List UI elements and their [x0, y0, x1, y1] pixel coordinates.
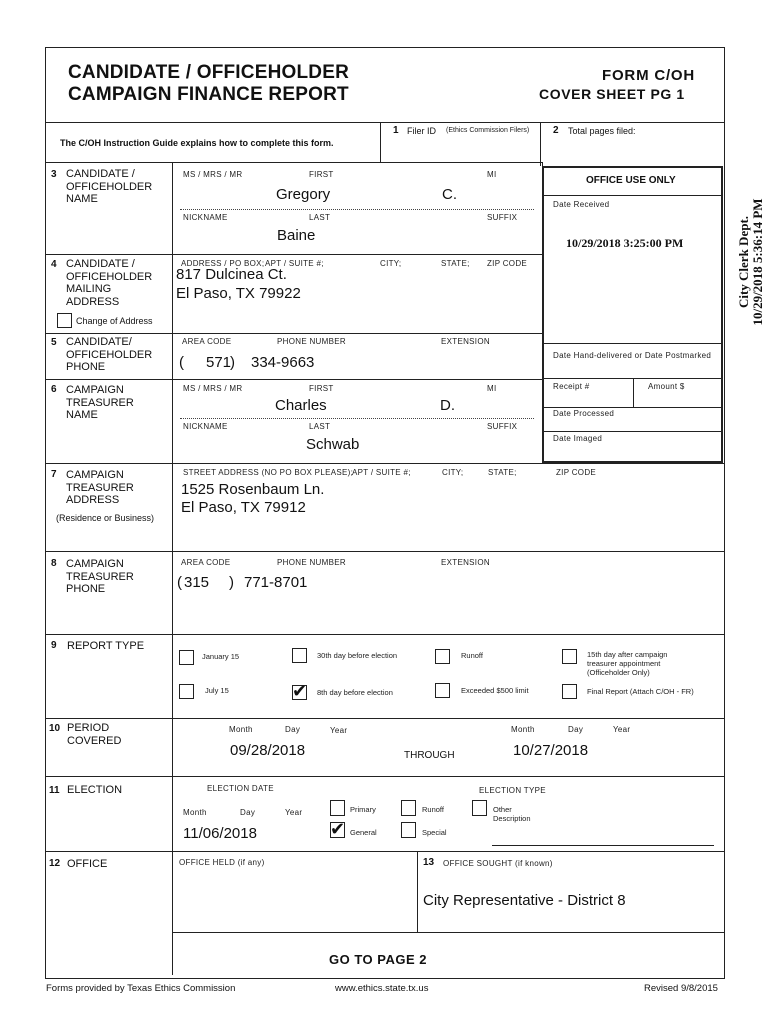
- candidate-area-code[interactable]: 571: [206, 354, 232, 371]
- candidate-last-name[interactable]: Baine: [277, 227, 316, 244]
- total-pages-number: 2: [553, 125, 559, 136]
- divider: [45, 333, 542, 334]
- day-label: Day: [285, 725, 301, 734]
- street-field-label: STREET ADDRESS (NO PO BOX PLEASE);: [183, 468, 354, 477]
- report-july-checkbox[interactable]: [179, 684, 194, 699]
- date-received-label: Date Received: [553, 200, 610, 209]
- section-6-label: [66, 384, 134, 422]
- section-12-number: 12: [49, 858, 61, 869]
- label-line: CANDIDATE /: [66, 258, 135, 270]
- treasurer-last-label: LAST: [309, 422, 331, 431]
- treasurer-area-code[interactable]: 315: [184, 574, 210, 591]
- year-label: Year: [613, 725, 631, 734]
- total-pages-label: Total pages filed:: [568, 126, 636, 136]
- divider: [180, 209, 534, 210]
- report-january-checkbox[interactable]: [179, 650, 194, 665]
- label-line: ADDRESS: [66, 295, 120, 308]
- filer-id-label: Filer ID: [407, 126, 436, 136]
- office-sought-label: OFFICE SOUGHT (if known): [443, 859, 553, 868]
- label-line: 15th day after campaign: [587, 650, 668, 659]
- section-6-number: 6: [51, 384, 57, 395]
- open-paren: (: [177, 574, 182, 591]
- through-label: THROUGH: [404, 750, 455, 761]
- label-line: PERIOD: [67, 722, 110, 734]
- label-line: OFFICEHOLDER: [66, 270, 153, 283]
- special-checkbox[interactable]: [401, 822, 416, 838]
- report-15th-label: [587, 650, 667, 677]
- label-line: TREASURER: [66, 481, 134, 494]
- candidate-middle-initial[interactable]: C.: [442, 186, 457, 203]
- section-13-number: 13: [423, 857, 435, 868]
- year-label: Year: [285, 808, 303, 817]
- divider: [542, 431, 723, 432]
- candidate-nickname-label: NICKNAME: [183, 213, 228, 222]
- divider: [45, 718, 725, 719]
- divider: [540, 122, 541, 166]
- section-8-number: 8: [51, 558, 57, 569]
- zip-field-label: ZIP CODE: [487, 259, 528, 268]
- check-mark-icon: ✔: [292, 681, 308, 701]
- month-label: Month: [229, 725, 253, 734]
- label-line: CANDIDATE/: [66, 336, 132, 348]
- report-final-label: Final Report (Attach C/OH - FR): [587, 687, 694, 696]
- label-line: PHONE: [66, 361, 106, 373]
- section-4-number: 4: [51, 259, 57, 270]
- election-date-value[interactable]: 11/06/2018: [183, 825, 257, 842]
- report-january-label: January 15: [202, 652, 240, 661]
- treasurer-middle-initial[interactable]: D.: [440, 397, 455, 414]
- extension-label: EXTENSION: [441, 337, 490, 346]
- report-final-checkbox[interactable]: [562, 684, 577, 699]
- open-paren: (: [179, 354, 184, 371]
- label-line: OFFICEHOLDER: [66, 180, 153, 193]
- report-exceeded-checkbox[interactable]: [435, 683, 450, 698]
- general-label: General: [350, 828, 377, 837]
- candidate-suffix-label: SUFFIX: [487, 213, 518, 222]
- office-sought-value[interactable]: City Representative - District 8: [423, 892, 626, 909]
- divider: [45, 162, 542, 163]
- period-to-date[interactable]: 10/27/2018: [513, 742, 589, 759]
- address-field-label: ADDRESS / PO BOX;: [181, 259, 265, 268]
- change-of-address-label: Change of Address: [76, 316, 153, 326]
- treasurer-nickname-label: NICKNAME: [183, 422, 228, 431]
- candidate-phone-number[interactable]: 334-9663: [251, 354, 315, 371]
- label-line: treasurer appointment: [587, 659, 661, 668]
- treasurer-address-line1[interactable]: 1525 Rosenbaum Ln.: [181, 481, 325, 498]
- clerk-stamp-line1: City Clerk Dept.: [736, 215, 751, 309]
- apt-field-label: APT / SUITE #;: [352, 468, 411, 477]
- candidate-first-name[interactable]: Gregory: [276, 186, 331, 203]
- label-line: MAILING: [66, 283, 112, 295]
- special-label: Special: [422, 828, 447, 837]
- instruction-text: The C/OH Instruction Guide explains how to complete this form.: [60, 138, 334, 148]
- section-9-number: 9: [51, 640, 57, 651]
- state-field-label: STATE;: [488, 468, 517, 477]
- form-name: FORM C/OH: [602, 67, 696, 84]
- zip-field-label: ZIP CODE: [556, 468, 597, 477]
- city-field-label: CITY;: [380, 259, 402, 268]
- section-11-number: 11: [49, 785, 60, 796]
- close-paren: ): [230, 354, 235, 371]
- candidate-mi-label: MI: [487, 170, 497, 179]
- amount-label: Amount $: [648, 382, 685, 391]
- state-field-label: STATE;: [441, 259, 470, 268]
- report-runoff-label: Runoff: [461, 651, 483, 660]
- hand-delivered-label: Date Hand-delivered or Date Postmarked: [553, 351, 712, 360]
- label-line: OFFICEHOLDER: [66, 348, 153, 361]
- close-paren: ): [229, 574, 234, 591]
- footer-revised: Revised 9/8/2015: [644, 983, 718, 994]
- section-4-label: [66, 258, 152, 308]
- divider: [417, 851, 418, 933]
- city-field-label: CITY;: [442, 468, 464, 477]
- treasurer-first-name[interactable]: Charles: [275, 397, 327, 414]
- area-code-label: AREA CODE: [182, 337, 232, 346]
- form-title-line2: CAMPAIGN FINANCE REPORT: [68, 84, 349, 105]
- divider: [542, 407, 723, 408]
- divider: [45, 254, 542, 255]
- runoff-checkbox[interactable]: [401, 800, 416, 816]
- report-30th-checkbox[interactable]: [292, 648, 307, 663]
- label-line: CAMPAIGN: [66, 384, 124, 396]
- divider: [380, 122, 381, 162]
- phone-number-label: PHONE NUMBER: [277, 558, 346, 567]
- candidate-address-line2[interactable]: El Paso, TX 79922: [176, 285, 301, 302]
- clerk-stamp-line2: 10/29/2018 5:36:14 PM: [750, 198, 765, 326]
- office-use-title: OFFICE USE ONLY: [586, 175, 676, 186]
- other-checkbox[interactable]: [472, 800, 487, 816]
- divider: [45, 851, 725, 852]
- go-to-page-2[interactable]: GO TO PAGE 2: [329, 952, 427, 967]
- filer-id-sub: (Ethics Commission Filers): [446, 127, 530, 134]
- day-label: Day: [568, 725, 584, 734]
- divider: [45, 122, 725, 123]
- label-line: Description: [493, 814, 531, 823]
- check-mark-icon: ✔: [330, 819, 346, 839]
- label-line: CANDIDATE /: [66, 168, 135, 180]
- label-line: NAME: [66, 409, 98, 421]
- treasurer-suffix-label: SUFFIX: [487, 422, 518, 431]
- divider: [45, 463, 725, 464]
- area-code-label: AREA CODE: [181, 558, 231, 567]
- label-line: COVERED: [67, 734, 122, 747]
- extension-label: EXTENSION: [441, 558, 490, 567]
- candidate-address-line1[interactable]: 817 Dulcinea Ct.: [176, 266, 287, 283]
- label-line: TREASURER: [66, 396, 134, 409]
- label-line: TREASURER: [66, 570, 134, 583]
- date-received-value: 10/29/2018 3:25:00 PM: [566, 236, 684, 250]
- filer-id-number: 1: [393, 125, 399, 136]
- report-8th-label: 8th day before election: [317, 688, 393, 697]
- section-10-label: [67, 722, 121, 747]
- date-imaged-label: Date Imaged: [553, 434, 603, 443]
- divider: [180, 418, 534, 419]
- month-label: Month: [511, 725, 535, 734]
- section-7-label: [66, 469, 134, 507]
- form-title-line1: CANDIDATE / OFFICEHOLDER: [68, 62, 349, 83]
- date-processed-label: Date Processed: [553, 409, 615, 418]
- divider: [45, 551, 725, 552]
- label-line: NAME: [66, 193, 98, 205]
- office-held-label: OFFICE HELD (if any): [179, 858, 265, 867]
- divider: [45, 379, 542, 380]
- phone-number-label: PHONE NUMBER: [277, 337, 346, 346]
- divider: [542, 343, 723, 344]
- year-label: Year: [330, 726, 348, 735]
- divider: [45, 634, 725, 635]
- candidate-first-label: FIRST: [309, 170, 334, 179]
- sheet-name: COVER SHEET PG 1: [539, 86, 685, 102]
- section-11-label: ELECTION: [67, 784, 123, 796]
- period-from-date[interactable]: 09/28/2018: [230, 742, 306, 759]
- section-12-label: OFFICE: [67, 858, 108, 870]
- treasurer-mi-label: MI: [487, 384, 497, 393]
- section-9-label: REPORT TYPE: [67, 640, 145, 652]
- change-of-address-checkbox[interactable]: [57, 313, 72, 328]
- label-line: PHONE: [66, 583, 106, 595]
- day-label: Day: [240, 808, 256, 817]
- section-7-number: 7: [51, 469, 57, 480]
- clerk-stamp: [737, 187, 765, 337]
- section-5-label: [66, 336, 152, 374]
- divider: [45, 776, 725, 777]
- treasurer-last-name[interactable]: Schwab: [306, 436, 360, 453]
- label-line: (Officeholder Only): [587, 668, 650, 677]
- treasurer-phone-number[interactable]: 771-8701: [244, 574, 308, 591]
- treasurer-address-line2[interactable]: El Paso, TX 79912: [181, 499, 306, 516]
- receipt-label: Receipt #: [553, 382, 590, 391]
- candidate-last-label: LAST: [309, 213, 331, 222]
- apt-field-label: APT / SUITE #;: [265, 259, 324, 268]
- election-date-label: ELECTION DATE: [207, 784, 274, 793]
- primary-checkbox[interactable]: [330, 800, 345, 816]
- section-3-number: 3: [51, 169, 57, 180]
- report-exceeded-label: Exceeded $500 limit: [461, 686, 529, 695]
- section-3-label: [66, 168, 152, 206]
- office-use-box: [542, 166, 723, 463]
- label-line: CAMPAIGN: [66, 558, 124, 570]
- label-line: Other: [493, 805, 512, 814]
- runoff-label: Runoff: [422, 805, 444, 814]
- label-line: ADDRESS: [66, 494, 120, 506]
- report-15th-checkbox[interactable]: [562, 649, 577, 664]
- primary-label: Primary: [350, 805, 376, 814]
- other-label: [493, 805, 531, 823]
- footer-provider: Forms provided by Texas Ethics Commission: [46, 983, 236, 994]
- month-label: Month: [183, 808, 207, 817]
- candidate-title-label: MS / MRS / MR: [183, 170, 243, 179]
- label-line: CAMPAIGN: [66, 469, 124, 481]
- election-type-label: ELECTION TYPE: [479, 786, 546, 795]
- section-10-number: 10: [49, 723, 61, 734]
- report-runoff-checkbox[interactable]: [435, 649, 450, 664]
- report-30th-label: 30th day before election: [317, 651, 398, 660]
- section-7-sub: (Residence or Business): [56, 513, 155, 523]
- section-5-number: 5: [51, 337, 57, 348]
- divider: [172, 162, 173, 975]
- treasurer-title-label: MS / MRS / MR: [183, 384, 243, 393]
- section-8-label: [66, 558, 134, 596]
- treasurer-first-label: FIRST: [309, 384, 334, 393]
- footer-url[interactable]: www.ethics.state.tx.us: [335, 983, 429, 994]
- divider: [542, 195, 723, 196]
- divider: [172, 932, 725, 933]
- other-description-line: [492, 845, 714, 846]
- divider: [633, 378, 634, 408]
- report-july-label: July 15: [205, 686, 229, 695]
